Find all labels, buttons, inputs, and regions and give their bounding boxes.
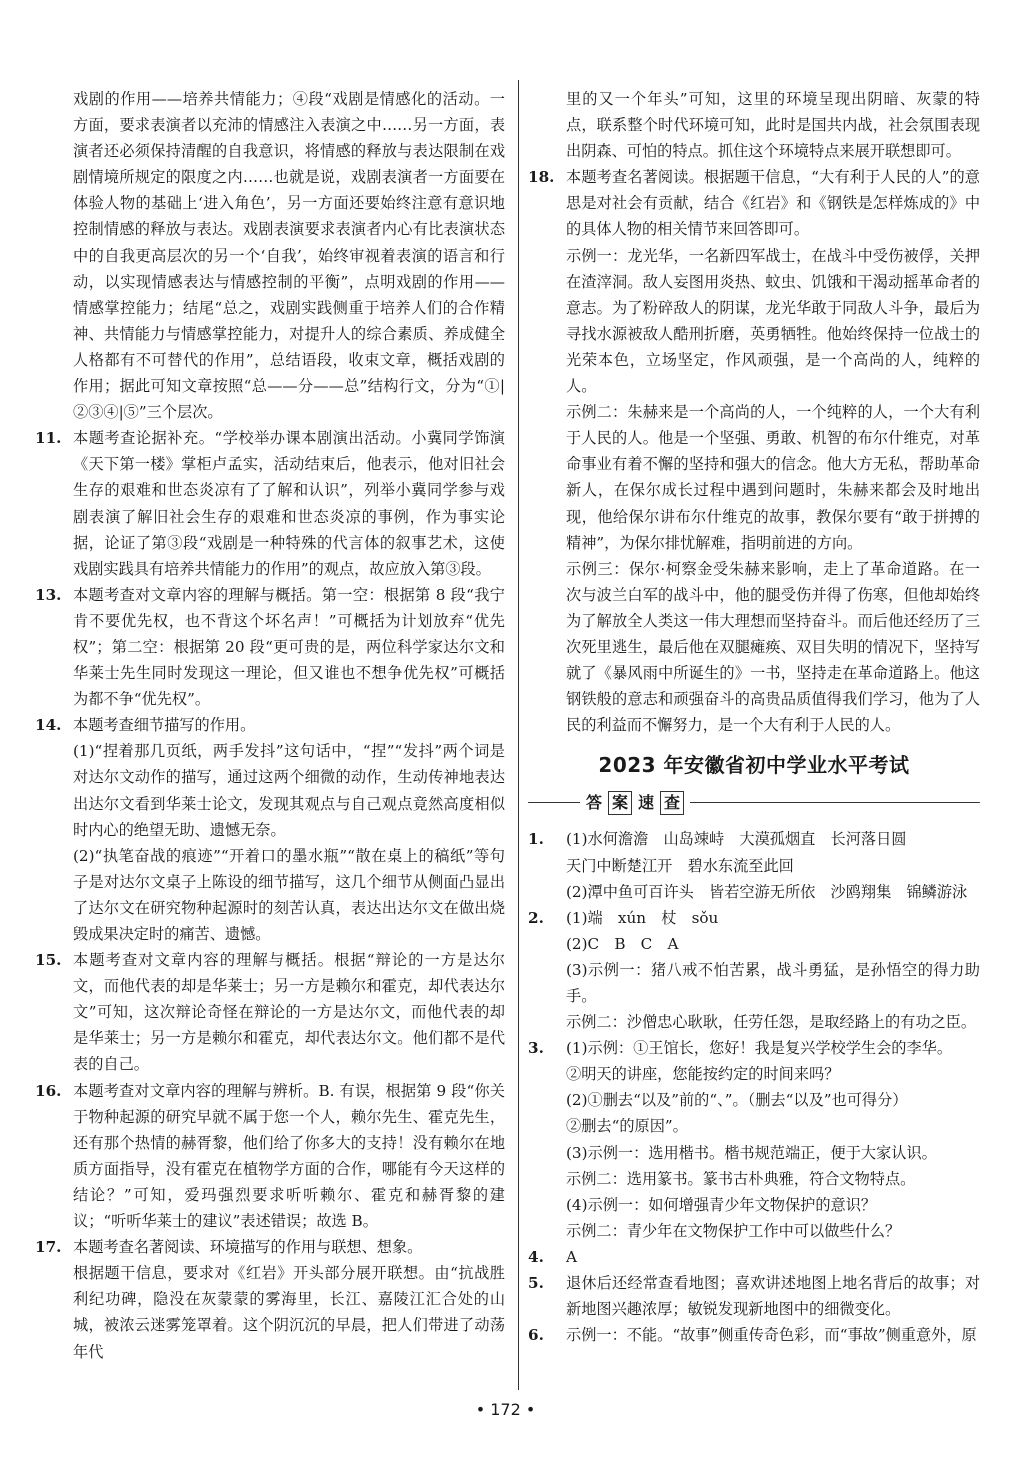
answer-bar-labels bbox=[580, 790, 690, 816]
answer-item bbox=[35, 947, 505, 1077]
item-number: 1. bbox=[528, 830, 544, 849]
answer-item bbox=[528, 1270, 980, 1322]
item-number: 2. bbox=[528, 908, 544, 927]
paragraph: 里的又一个年头”可知，这里的环境呈现出阴暗、灰蒙的特点，联系整个时代环境可知，此时是国共内战，社会氛围表现出阴森、可怕的特点。抓住这个环境特点来展开联想即可。 bbox=[566, 90, 980, 161]
answer-item bbox=[35, 1078, 505, 1235]
item-number: 18. bbox=[528, 168, 555, 187]
answer-bar-char-2: 案 bbox=[608, 791, 632, 815]
item-number: 6. bbox=[528, 1326, 544, 1345]
item-number: 5. bbox=[528, 1274, 544, 1293]
item-number: 3. bbox=[528, 1039, 544, 1058]
paragraph: 示例二：朱赫来是一个高尚的人，一个纯粹的人，一个大有利于人民的人。他是一个坚强、勇敢、机智的布尔什维克，对革命事业有着不懈的坚持和强大的信念。他大方无私，帮助革命新人，在保尔成长过程中遇到问题时，朱赫来都会及时地出现，他给保尔讲布尔什维克的故事，教保尔要有“敢于拼搏的精神”，为保尔排忧解难，指明前进的方向。 bbox=[566, 403, 980, 552]
paragraph: 天门中断楚江开 碧水东流至此回 bbox=[566, 856, 794, 875]
item-number: 4. bbox=[528, 1247, 544, 1266]
item-text: 示例一：不能。“故事”侧重传奇色彩，而“事故”侧重意外，原 bbox=[566, 1326, 977, 1345]
item-number: 16. bbox=[35, 1081, 62, 1100]
item-text: 退休后还经常查看地图；喜欢讲述地图上地名背后的故事；对新地图兴趣浓厚；敏锐发现新地图中的细微变化。 bbox=[566, 1274, 980, 1319]
answer-item bbox=[528, 164, 980, 242]
paragraph: (2)“执笔奋战的痕迹”“开着口的墨水瓶”“散在桌上的稿纸”等句子是对达尔文桌子上陈设的细节描写，这几个细节从侧面凸显出了达尔文在研究物种起源时的刻苦认真，表达出达尔文在做出烧毁成果决定时的痛苦、遗憾。 bbox=[73, 846, 505, 943]
item-number: 13. bbox=[35, 585, 62, 604]
left-column bbox=[35, 86, 505, 1365]
right-column-bottom bbox=[528, 826, 980, 1348]
paragraph: (1)“捏着那几页纸，两手发抖”这句话中，“捏”“发抖”两个词是对达尔文动作的描写，通过这两个细微的动作，生动传神地表达出达尔文看到华莱士论文，发现其观点与自己观点竟然高度相似时内心的绝望无助、遗憾无奈。 bbox=[73, 742, 505, 839]
paragraph: (3)示例一：猪八戒不怕苦累，战斗勇猛，是孙悟空的得力助手。 bbox=[566, 960, 980, 1005]
answer-item bbox=[35, 582, 505, 712]
item-text: 本题考查对文章内容的理解与辨析。B. 有误，根据第 9 段“你关于物种起源的研究早就不属于您一个人，赖尔先生、霍克先生，还有那个热情的赫胥黎，他们给了你多大的支持！没有赖尔在地质方面指导，没有霍克在植物学方面的合作，哪能有今天这样的结论？”可知，爱玛强烈要求听听赖尔、霍克和赫胥黎的建议；“听听华莱士的建议”表述错误；故选 B。 bbox=[73, 1081, 505, 1231]
paragraph: (2)①删去“以及”前的“、”。（删去“以及”也可得分） bbox=[566, 1091, 908, 1110]
right-column bbox=[528, 86, 980, 1348]
item-text: (1)示例：①王馆长，您好！我是复兴学校学生会的李华。 bbox=[566, 1039, 953, 1058]
paragraph: 示例一：龙光华，一名新四军战士，在战斗中受伤被俘，关押在渣滓洞。敌人妄图用炎热、蚊虫、饥饿和干渴动摇革命者的意志。为了粉碎敌人的阴谋，龙光华敢于同敌人斗争，最后为寻找水源被敌人酷刑折磨，英勇牺牲。他始终保持一位战士的光荣本色，立场坚定，作风顽强，是一个高尚的人，纯粹的人。 bbox=[566, 246, 980, 396]
item-text: 本题考查名著阅读、环境描写的作用与联想、想象。 bbox=[73, 1238, 423, 1257]
answer-bar-char-4: 查 bbox=[660, 791, 684, 815]
item-text: 本题考查对文章内容的理解与概括。根据“辩论的一方是达尔文，而他代表的却是华莱士；另一方是赖尔和霍克，却代表达尔文”可知，这次辩论奇怪在辩论的一方是达尔文，而他代表的却是华莱士；另一方是赖尔和霍克，却代表达尔文。他们都不是代表的自己。 bbox=[73, 951, 505, 1074]
answer-bar-char-1: 答 bbox=[586, 793, 603, 813]
item-text: 本题考查名著阅读。根据题干信息，“大有利于人民的人”的意思是对社会有贡献，结合《红岩》和《钢铁是怎样炼成的》中的具体人物的相关情节来回答即可。 bbox=[566, 168, 980, 239]
item-text: 本题考查细节描写的作用。 bbox=[73, 716, 256, 735]
answer-item bbox=[528, 1035, 980, 1061]
column-divider bbox=[518, 80, 519, 1390]
page-number: • 172 • bbox=[475, 1400, 536, 1419]
paragraph: 戏剧的作用——培养共情能力；④段“戏剧是情感化的活动。一方面，要求表演者以充沛的情感注入表演之中……另一方面，表演者还必须保持清醒的自我意识，将情感的释放与表达限制在戏剧情境所规定的限度之内……也就是说，戏剧表演者一方面要在体验人物的基础上‘进入角色’，另一方面还要始终注意有意识地控制情感的释放与表达。戏剧表演要求表演者内心有比表演状态中的自我更高层次的另一个‘自我’，始终审视着表演的语言和行动，以实现情感表达与情感控制的平衡”，点明戏剧的作用——情感掌控能力；结尾“总之，戏剧实践侧重于培养人们的合作精神、共情能力与情感掌控能力，对提升人的综合素质、养成健全人格都有不可替代的作用”，总结语段，收束文章，概括戏剧的作用；据此可知文章按照“总——分——总”结构行文，分为“①|②③④|⑤”三个层次。 bbox=[73, 90, 505, 422]
answer-quick-check-bar bbox=[528, 790, 980, 820]
item-number: 17. bbox=[35, 1238, 62, 1257]
item-text: 本题考查论据补充。“学校举办课本剧演出活动。小冀同学饰演《天下第一楼》掌柜卢孟实，活动结束后，他表示，他对旧社会生存的艰难和世态炎凉有了了解和认识”，列举小冀同学参与戏剧表演了解旧社会生存的艰难和世态炎凉的事例，作为事实论据，论证了第③段“戏剧是一种特殊的代言体的叙事艺术，这使戏剧实践具有培养共情能力的作用”的观点，故应放入第③段。 bbox=[73, 429, 505, 578]
paragraph: 示例二：选用篆书。篆书古朴典雅，符合文物特点。 bbox=[566, 1169, 916, 1188]
paragraph: ②明天的讲座，您能按约定的时间来吗？ bbox=[566, 1065, 840, 1084]
paragraph: 示例三：保尔·柯察金受朱赫来影响，走上了革命道路。在一次与波兰白军的战斗中，他的腿受伤并得了伤寒，但他却始终为了解放全人类这一伟大理想而坚持奋斗。而后他还经历了三次死里逃生，最后他在双腿瘫痪、双目失明的情况下，坚持写就了《暴风雨中所诞生的》一书，坚持走在革命道路上。他这钢铁般的意志和顽强奋斗的高贵品质值得我们学习，他为了人民的利益而不懈努力，是一个大有利于人民的人。 bbox=[566, 559, 980, 735]
item-text: 本题考查对文章内容的理解与概括。第一空：根据第 8 段“我宁肯不要优先权，也不背这个坏名声！”可概括为计划放弃“优先权”；第二空：根据第 20 段“更可贵的是，两位科学家达尔文和华莱士先生同时发现这一理论，但又谁也不想争优先权”可概括为都不争“优先权”。 bbox=[73, 585, 505, 709]
paragraph: 根据题干信息，要求对《红岩》开头部分展开联想。由“抗战胜利纪功碑，隐没在灰蒙蒙的雾海里，长江、嘉陵江汇合处的山城，被浓云迷雾笼罩着。这个阴沉沉的早晨，把人们带进了动荡年代 bbox=[73, 1264, 505, 1361]
item-number: 15. bbox=[35, 951, 62, 970]
answer-item bbox=[35, 1234, 505, 1260]
paragraph: (2)C B C A bbox=[566, 934, 679, 953]
item-text: A bbox=[566, 1247, 577, 1266]
answer-item bbox=[528, 1244, 980, 1270]
answer-item bbox=[35, 425, 505, 582]
right-column-top bbox=[528, 86, 980, 738]
item-text: (1)端 xún 杖 sǒu bbox=[566, 908, 719, 927]
paragraph: (4)示例一：如何增强青少年文物保护的意识？ bbox=[566, 1195, 877, 1214]
item-number: 14. bbox=[35, 716, 62, 735]
answer-item bbox=[35, 712, 505, 738]
paragraph: ②删去“的原因”。 bbox=[566, 1117, 688, 1136]
paragraph: (2)潭中鱼可百许头 皆若空游无所依 沙鸥翔集 锦鳞游泳 bbox=[566, 882, 968, 901]
paragraph: 示例二：沙僧忠心耿耿，任劳任怨，是取经路上的有功之臣。 bbox=[566, 1013, 977, 1032]
answer-item bbox=[528, 826, 980, 852]
item-number: 11. bbox=[35, 429, 62, 448]
answer-item bbox=[528, 1322, 980, 1348]
answer-bar-char-3: 速 bbox=[638, 793, 655, 813]
paragraph: 示例二：青少年在文物保护工作中可以做些什么？ bbox=[566, 1221, 901, 1240]
paragraph: (3)示例一：选用楷书。楷书规范端正，便于大家认识。 bbox=[566, 1143, 937, 1162]
item-text: (1)水何澹澹 山岛竦峙 大漠孤烟直 长河落日圆 bbox=[566, 830, 907, 849]
section-title: 2023 年安徽省初中学业水平考试 bbox=[598, 753, 910, 778]
answer-item bbox=[528, 905, 980, 931]
